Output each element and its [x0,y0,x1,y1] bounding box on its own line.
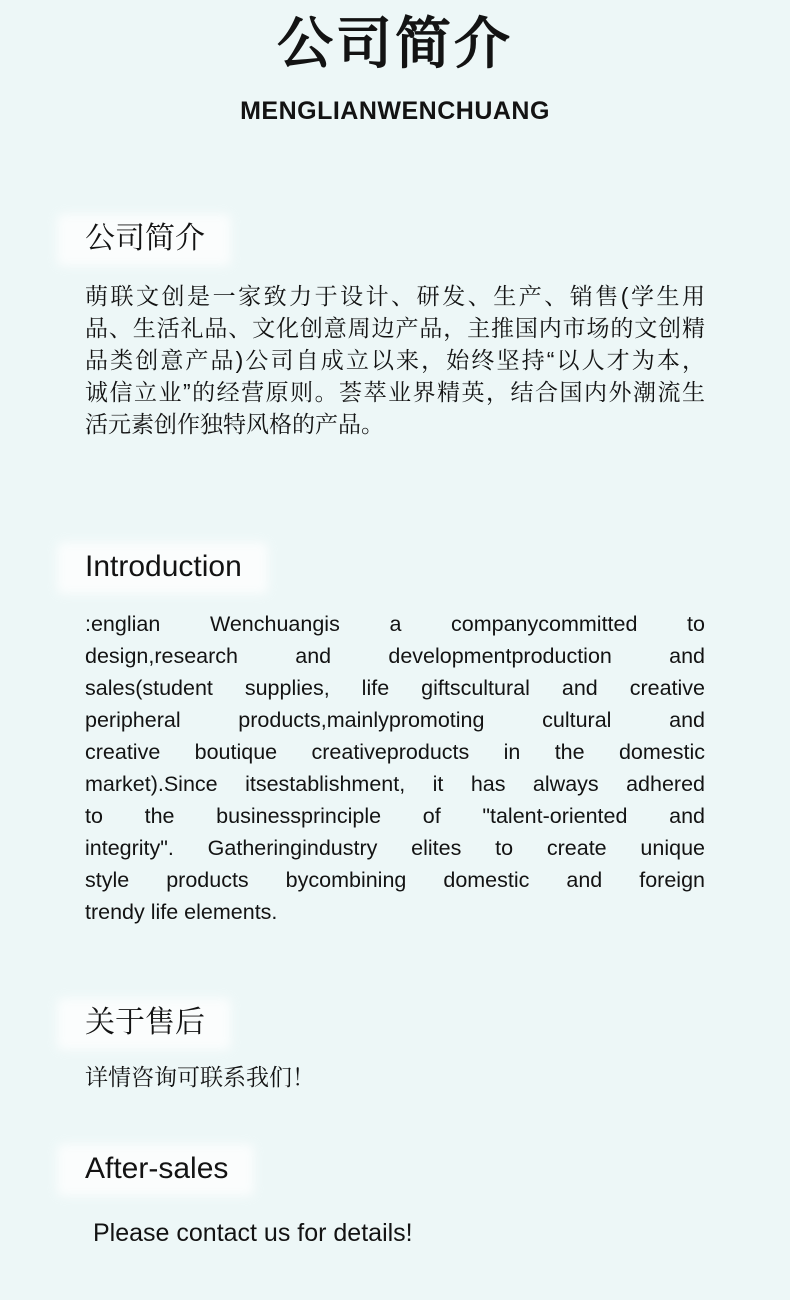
section-heading-company-profile-cn: 公司简介 [85,220,205,258]
paragraph-line: style products bycombining domestic and foreign [85,868,705,892]
paragraph-line: peripheral products,mainlypromoting cultural and [85,708,705,732]
paragraph-line: 萌联文创是一家致力于设计、研发、生产、销售(学生用 [85,283,705,309]
paragraph-line: 活元素创作独特风格的产品。 [85,411,384,437]
section-heading-introduction-en: Introduction [85,548,242,586]
introduction-paragraph-en [85,608,705,928]
company-profile-paragraph-cn [85,280,705,440]
page-subtitle: MENGLIANWENCHUANG [240,97,550,125]
paragraph-line: :englian Wenchuangis a companycommitted to [85,612,705,636]
section-heading-aftersales-en: After-sales [85,1150,228,1188]
aftersales-note-en: Please contact us for details! [93,1219,413,1247]
paragraph-line: trendy life elements. [85,900,278,924]
aftersales-note-cn: 详情咨询可联系我们！ [85,1064,315,1090]
page-title: 公司简介 [277,12,513,75]
paragraph-line: design,research and developmentproduction and [85,644,705,668]
paragraph-line: 品、生活礼品、文化创意周边产品，主推国内市场的文创精 [85,315,705,341]
paragraph-line: sales(student supplies, life giftscultural and creative [85,676,705,700]
paragraph-line: market).Since itsestablishment, it has always adhered [85,772,705,796]
paragraph-line: creative boutique creativeproducts in the domestic [85,740,705,764]
paragraph-line: 诚信立业”的经营原则。荟萃业界精英，结合国内外潮流生 [85,379,705,405]
paragraph-line: integrity". Gatheringindustry elites to create unique [85,836,705,860]
paragraph-line: 品类创意产品)公司自成立以来，始终坚持“以人才为本， [85,347,705,373]
section-heading-aftersales-cn: 关于售后 [85,1004,205,1042]
paragraph-line: to the businessprinciple of "talent-oriented and [85,804,705,828]
